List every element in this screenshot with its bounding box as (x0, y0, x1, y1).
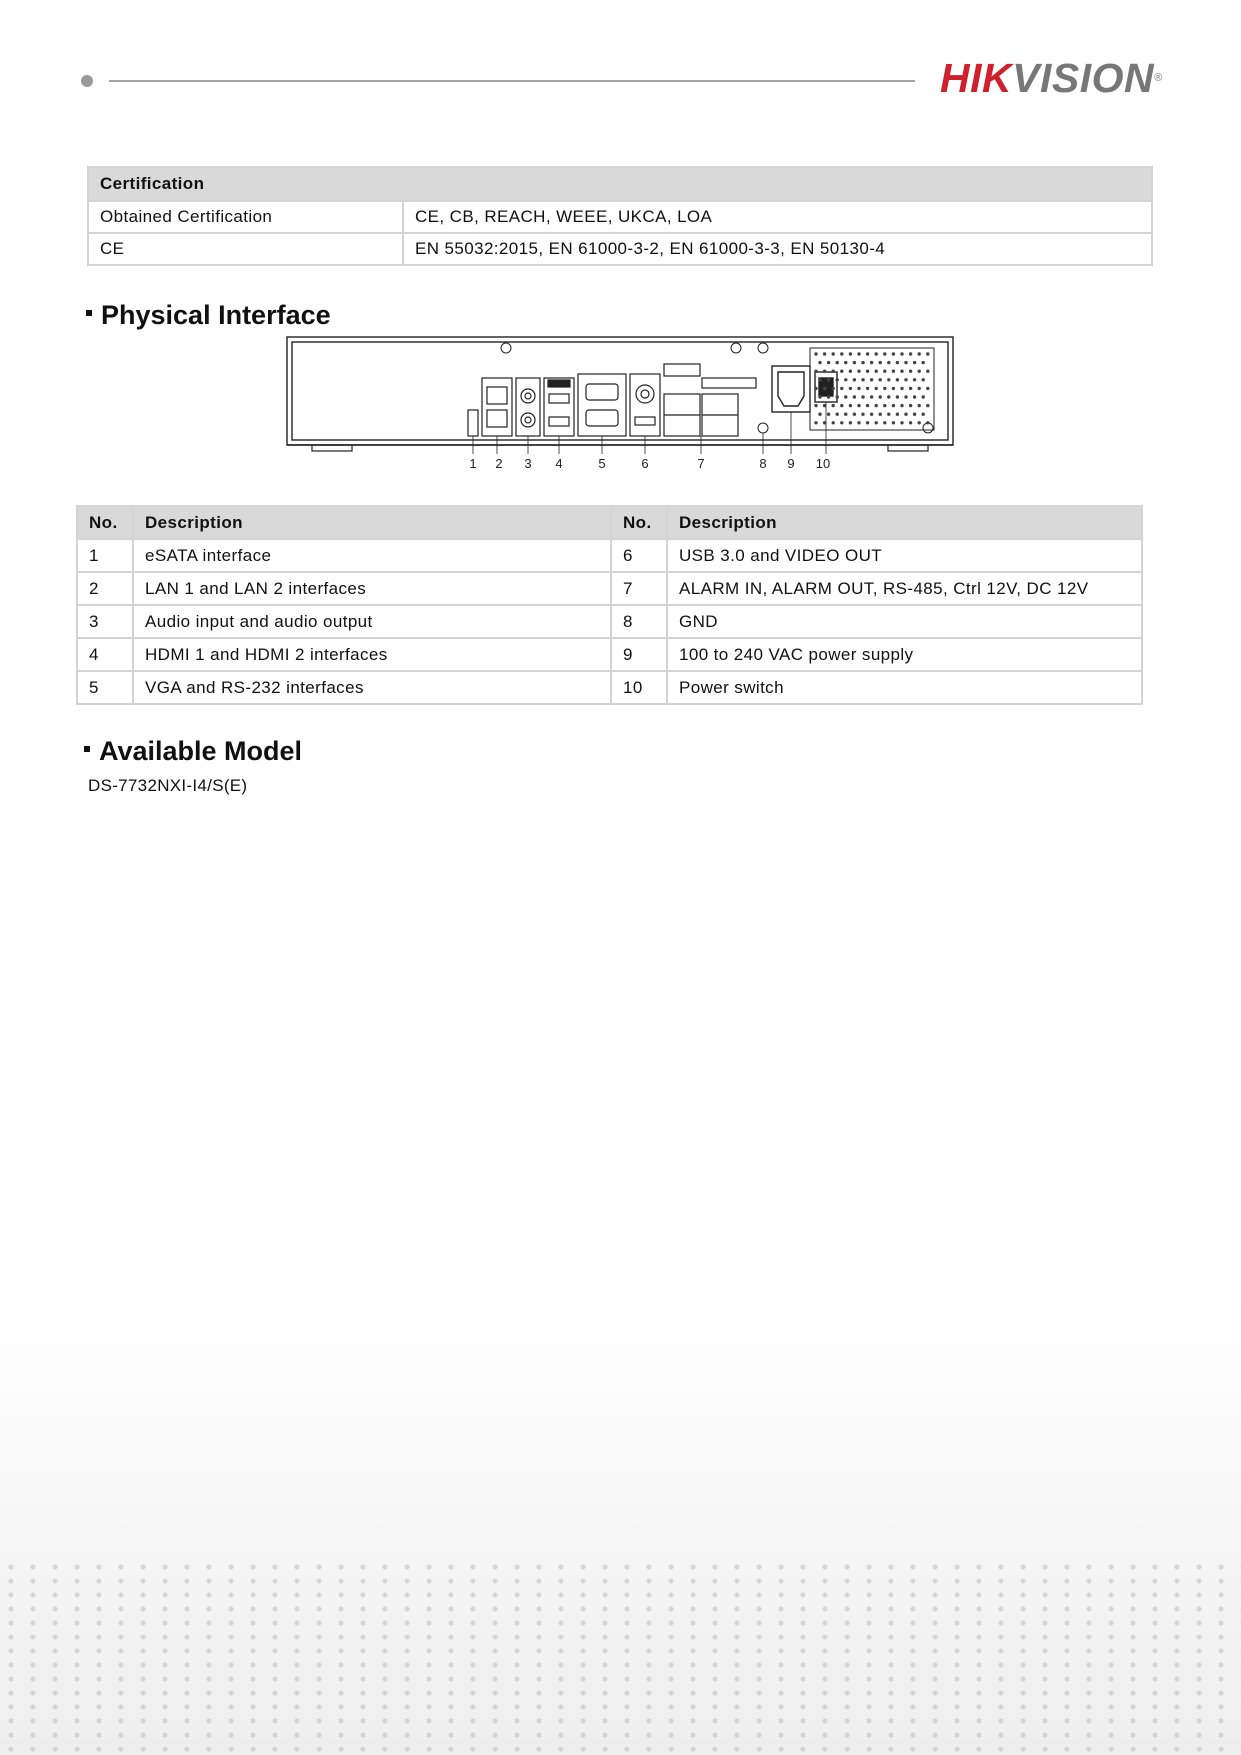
vent-hole (904, 378, 907, 381)
vent-hole (840, 387, 843, 390)
col-header-description: Description (667, 506, 1142, 539)
vent-hole (926, 404, 929, 407)
vent-hole (892, 387, 895, 390)
callout-label: 7 (697, 456, 705, 471)
vent-hole (853, 395, 856, 398)
row-description: ALARM IN, ALARM OUT, RS-485, Ctrl 12V, DC 12V (667, 572, 1142, 605)
vent-hole (832, 404, 835, 407)
physical-interface-table (76, 505, 1143, 705)
vent-hole (922, 413, 925, 416)
vent-hole (827, 395, 830, 398)
physical-interface-title: Physical Interface (101, 300, 331, 330)
vent-hole (870, 395, 873, 398)
table-row (88, 201, 1152, 233)
vent-hole (857, 421, 860, 424)
background-gradient (0, 1300, 1241, 1755)
callout-label: 8 (759, 456, 767, 471)
row-description: Audio input and audio output (133, 605, 611, 638)
vent-hole (883, 387, 886, 390)
vent-hole (926, 421, 929, 424)
vent-hole (814, 421, 817, 424)
row-no: 3 (77, 605, 133, 638)
vent-hole (844, 413, 847, 416)
callout-label: 5 (598, 456, 606, 471)
vent-hole (887, 395, 890, 398)
vent-hole (922, 378, 925, 381)
vent-hole (836, 413, 839, 416)
vent-hole (840, 421, 843, 424)
row-no: 6 (611, 539, 667, 572)
section-bullet (84, 746, 90, 752)
vent-hole (818, 378, 821, 381)
vent-hole (814, 370, 817, 373)
vent-hole (844, 378, 847, 381)
row-description: 100 to 240 VAC power supply (667, 638, 1142, 671)
row-description: Power switch (667, 671, 1142, 704)
vent-hole (883, 352, 886, 355)
table-row (77, 671, 1142, 704)
vent-hole (823, 352, 826, 355)
vent-hole (926, 352, 929, 355)
vent-hole (904, 395, 907, 398)
row-no: 5 (77, 671, 133, 704)
vent-hole (904, 361, 907, 364)
vent-hole (836, 361, 839, 364)
vent-hole (823, 370, 826, 373)
certification-table (87, 166, 1153, 266)
vent-holes (814, 352, 929, 424)
header-rule (109, 80, 915, 82)
vent-hole (840, 352, 843, 355)
row-no: 2 (77, 572, 133, 605)
vent-hole (814, 387, 817, 390)
vent-hole (879, 395, 882, 398)
table-row (77, 605, 1142, 638)
vent-hole (896, 413, 899, 416)
hdmi-ports-icon (544, 378, 574, 436)
row-no: 1 (77, 539, 133, 572)
row-no: 4 (77, 638, 133, 671)
vent-hole (900, 370, 903, 373)
vent-hole (883, 421, 886, 424)
vent-hole (918, 370, 921, 373)
vent-hole (913, 361, 916, 364)
vent-hole (875, 404, 878, 407)
vent-hole (900, 421, 903, 424)
row-no: 10 (611, 671, 667, 704)
vent-hole (857, 370, 860, 373)
certification-header: Certification (88, 167, 1152, 201)
vent-hole (849, 421, 852, 424)
vent-hole (832, 352, 835, 355)
background-dot-pattern (0, 1560, 1241, 1755)
vent-hole (827, 378, 830, 381)
col-header-no: No. (611, 506, 667, 539)
row-description: LAN 1 and LAN 2 interfaces (133, 572, 611, 605)
hikvision-logo (940, 56, 1163, 100)
vent-hole (866, 387, 869, 390)
available-model-title: Available Model (99, 736, 303, 766)
vent-hole (892, 421, 895, 424)
vent-hole (900, 404, 903, 407)
section-bullet (86, 310, 92, 316)
vent-hole (892, 404, 895, 407)
logo-vision-text: VISION (1012, 55, 1155, 101)
vent-hole (879, 361, 882, 364)
certification-header-row (88, 167, 1152, 201)
vent-hole (870, 378, 873, 381)
vent-hole (887, 361, 890, 364)
vent-hole (849, 370, 852, 373)
row-description: VGA and RS-232 interfaces (133, 671, 611, 704)
vent-hole (918, 352, 921, 355)
vent-hole (849, 404, 852, 407)
vent-hole (883, 404, 886, 407)
vent-hole (870, 361, 873, 364)
table-row (77, 638, 1142, 671)
table-header-row (77, 506, 1142, 539)
row-description: eSATA interface (133, 539, 611, 572)
vent-hole (827, 361, 830, 364)
chassis-outline (287, 337, 953, 445)
vent-hole (857, 387, 860, 390)
row-description: GND (667, 605, 1142, 638)
vent-hole (922, 395, 925, 398)
callout-label: 10 (815, 456, 831, 471)
vent-hole (832, 421, 835, 424)
vent-hole (866, 370, 869, 373)
vent-hole (875, 370, 878, 373)
vent-hole (926, 387, 929, 390)
vent-hole (861, 395, 864, 398)
vent-hole (909, 352, 912, 355)
chassis-feet (312, 445, 928, 451)
vent-hole (857, 404, 860, 407)
vent-hole (887, 413, 890, 416)
vent-hole (836, 378, 839, 381)
vent-hole (918, 404, 921, 407)
vent-hole (844, 395, 847, 398)
vent-hole (896, 361, 899, 364)
cert-value: CE, CB, REACH, WEEE, UKCA, LOA (403, 201, 1152, 233)
vga-rs232-ports-icon (578, 374, 626, 436)
vent-hole (866, 404, 869, 407)
vent-hole (832, 370, 835, 373)
callout-label: 4 (555, 456, 563, 471)
vent-hole (887, 378, 890, 381)
vent-hole (823, 387, 826, 390)
vent-hole (849, 387, 852, 390)
vent-hole (870, 413, 873, 416)
vent-hole (861, 413, 864, 416)
vent-hole (861, 361, 864, 364)
vent-hole (814, 352, 817, 355)
vent-hole (892, 352, 895, 355)
vent-hole (904, 413, 907, 416)
col-header-description: Description (133, 506, 611, 539)
vent-hole (840, 404, 843, 407)
vent-hole (918, 387, 921, 390)
vent-hole (926, 370, 929, 373)
vent-hole (866, 421, 869, 424)
vent-hole (913, 395, 916, 398)
col-header-no: No. (77, 506, 133, 539)
vent-hole (909, 370, 912, 373)
vent-hole (913, 378, 916, 381)
vent-hole (866, 352, 869, 355)
vent-hole (875, 387, 878, 390)
vent-hole (892, 370, 895, 373)
vent-hole (900, 387, 903, 390)
vent-hole (875, 352, 878, 355)
vent-hole (836, 395, 839, 398)
table-row (77, 539, 1142, 572)
vent-hole (818, 395, 821, 398)
vent-hole (832, 387, 835, 390)
row-no: 7 (611, 572, 667, 605)
vent-hole (853, 413, 856, 416)
vent-hole (913, 413, 916, 416)
vent-hole (875, 421, 878, 424)
esata-port-icon (468, 410, 478, 436)
vent-hole (840, 370, 843, 373)
alarm-terminal-blocks-icon (664, 364, 756, 436)
vent-hole (853, 361, 856, 364)
vent-hole (909, 387, 912, 390)
physical-interface-heading (86, 300, 331, 331)
row-description: HDMI 1 and HDMI 2 interfaces (133, 638, 611, 671)
table-row (88, 233, 1152, 265)
logo-hik-text: HIK (940, 55, 1013, 101)
logo-registered-mark: ® (1154, 72, 1163, 84)
vent-hole (922, 361, 925, 364)
rear-panel-diagram (282, 332, 958, 476)
row-no: 8 (611, 605, 667, 638)
vent-hole (896, 395, 899, 398)
vent-hole (879, 378, 882, 381)
vent-hole (879, 413, 882, 416)
vent-hole (818, 413, 821, 416)
row-no: 9 (611, 638, 667, 671)
power-inlet-icon (772, 366, 810, 412)
vent-hole (918, 421, 921, 424)
callout-label: 9 (787, 456, 795, 471)
vent-hole (900, 352, 903, 355)
cert-value: EN 55032:2015, EN 61000-3-2, EN 61000-3-3, EN 50130-4 (403, 233, 1152, 265)
vent-hole (857, 352, 860, 355)
audio-ports-icon (516, 378, 540, 436)
vent-hole (814, 404, 817, 407)
callout-label: 6 (641, 456, 649, 471)
cert-label: Obtained Certification (88, 201, 403, 233)
vent-hole (844, 361, 847, 364)
vent-hole (827, 413, 830, 416)
callout-label: 2 (495, 456, 503, 471)
table-row (77, 572, 1142, 605)
model-number: DS-7732NXI-I4/S(E) (88, 776, 248, 795)
vent-hole (861, 378, 864, 381)
header-bullet-dot (81, 75, 93, 87)
vent-hole (909, 421, 912, 424)
cert-label: CE (88, 233, 403, 265)
vent-hole (849, 352, 852, 355)
callout-label: 1 (469, 456, 477, 471)
callout-label: 3 (524, 456, 532, 471)
row-description: USB 3.0 and VIDEO OUT (667, 539, 1142, 572)
vent-hole (909, 404, 912, 407)
lan-ports-icon (482, 378, 512, 436)
vent-hole (896, 378, 899, 381)
vent-hole (818, 361, 821, 364)
vent-hole (883, 370, 886, 373)
callout-leaders (473, 402, 826, 454)
usb-video-out-icon (630, 374, 660, 436)
available-model-heading (84, 736, 302, 767)
vent-hole (853, 378, 856, 381)
